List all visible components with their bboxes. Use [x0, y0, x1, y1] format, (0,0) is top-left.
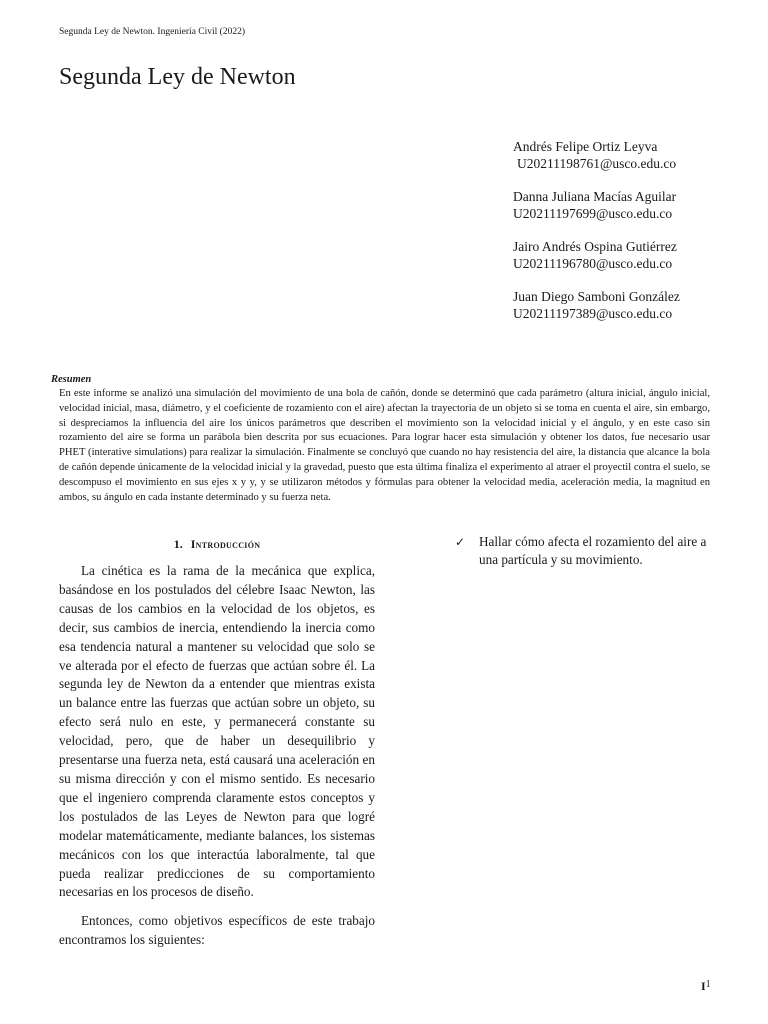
author-block: [513, 288, 753, 322]
author-name: Juan Diego Samboni González: [513, 289, 680, 304]
author-name: Jairo Andrés Ospina Gutiérrez: [513, 239, 677, 254]
objective-item: [453, 533, 713, 569]
intro-paragraph: La cinética es la rama de la mecánica que explica, basándose en los postulados del célebre Isaac Newton, las causas de los cambios en la velocidad de los objetos, es decir, sus cambios de inercia, entendiendo la inercia como esa tendencia natural a mantener su velocidad que solo se ve alterada por el efecto de fuerzas que actúan sobre él. La segunda ley de Newton da a entender que mientras exista un balance entre las fuerzas que actúan sobre un objeto, su efecto será nulo en este, y permanecerá constante su velocidad, pero, que de haber un desequilibrio y presentarse una fuerza neta, está causará una aceleración en su misma dirección y con el mismo sentido. Es necesario que el ingeniero comprenda claramente estos conceptos y los postulados de las Leyes de Newton para que logré modelar matemáticamente, mediante balances, los sistemas mecánicos con los que interactúa laboralmente, tal que pueda realizar predicciones de su comportamiento necesarias en los procesos de diseño.: [59, 563, 375, 900]
abstract-heading: Resumen: [51, 374, 92, 385]
section-number: 1.: [173, 537, 183, 551]
abstract-text: En este informe se analizó una simulación del movimiento de una bola de cañón, donde se determinó que cada parámetro (altura inicial, ángulo inicial, velocidad inicial, masa, diámetro, y el coeficiente de rozamiento con el aire) afectan la trayectoria de un objeto si se toma en cuenta el aire, sin embargo, si despreciamos la influencia del aire los únicos parámetros que describen el movimiento son la velocidad inicial y el ángulo, y en este caso sin rozamiento del aire se forma un parábola bien descrita por sus ecuaciones. Para lograr hacer esta simulación y obtener los datos, fue necesario usar PHET (interative simulations) para realizar la simulación. Finalmente se concluyó que cuando no hay resistencia del aire, la distancia que alcance la bola de cañón depende únicamente de la velocidad inicial y la gravedad, puesto que esta última finaliza el experimento al atraer el proyectil contra el suelo, se descompuso el movimiento en sus ejes x y y, y se utilizaron métodos y fórmulas para obtener la velocidad media, aceleración media, la magnitud en ambos, su ángulo en cada instante determinado y su fuerza neta.: [59, 388, 710, 503]
page-number-digit: 1: [705, 979, 711, 990]
author-email: U20211197699@usco.edu.co: [513, 206, 673, 221]
page-number-bar: I: [701, 979, 706, 993]
section-heading-introduccion: [59, 533, 375, 552]
author-block: [513, 138, 753, 172]
intro-paragraph: Entonces, como objetivos específicos de este trabajo encontramos los siguientes:: [59, 913, 375, 948]
author-email: U20211198761@usco.edu.co: [517, 156, 677, 171]
right-column: [453, 533, 713, 569]
author-list: [513, 138, 753, 338]
check-icon: ✓: [455, 535, 466, 549]
running-header: Segunda Ley de Newton. Ingeniería Civil (2022): [59, 27, 245, 37]
author-name: Danna Juliana Macías Aguilar: [513, 189, 677, 204]
paper-title: Segunda Ley de Newton: [59, 64, 296, 90]
section-title: Introducción: [190, 537, 261, 551]
page-number: [701, 979, 711, 994]
objective-text: Hallar cómo afecta el rozamiento del aire a una partícula y su movimiento.: [479, 534, 707, 567]
left-column: [59, 533, 375, 960]
author-block: [513, 238, 753, 272]
author-block: [513, 188, 753, 222]
author-name: Andrés Felipe Ortiz Leyva: [513, 139, 658, 154]
author-email: U20211197389@usco.edu.co: [513, 306, 673, 321]
author-email: U20211196780@usco.edu.co: [513, 256, 673, 271]
